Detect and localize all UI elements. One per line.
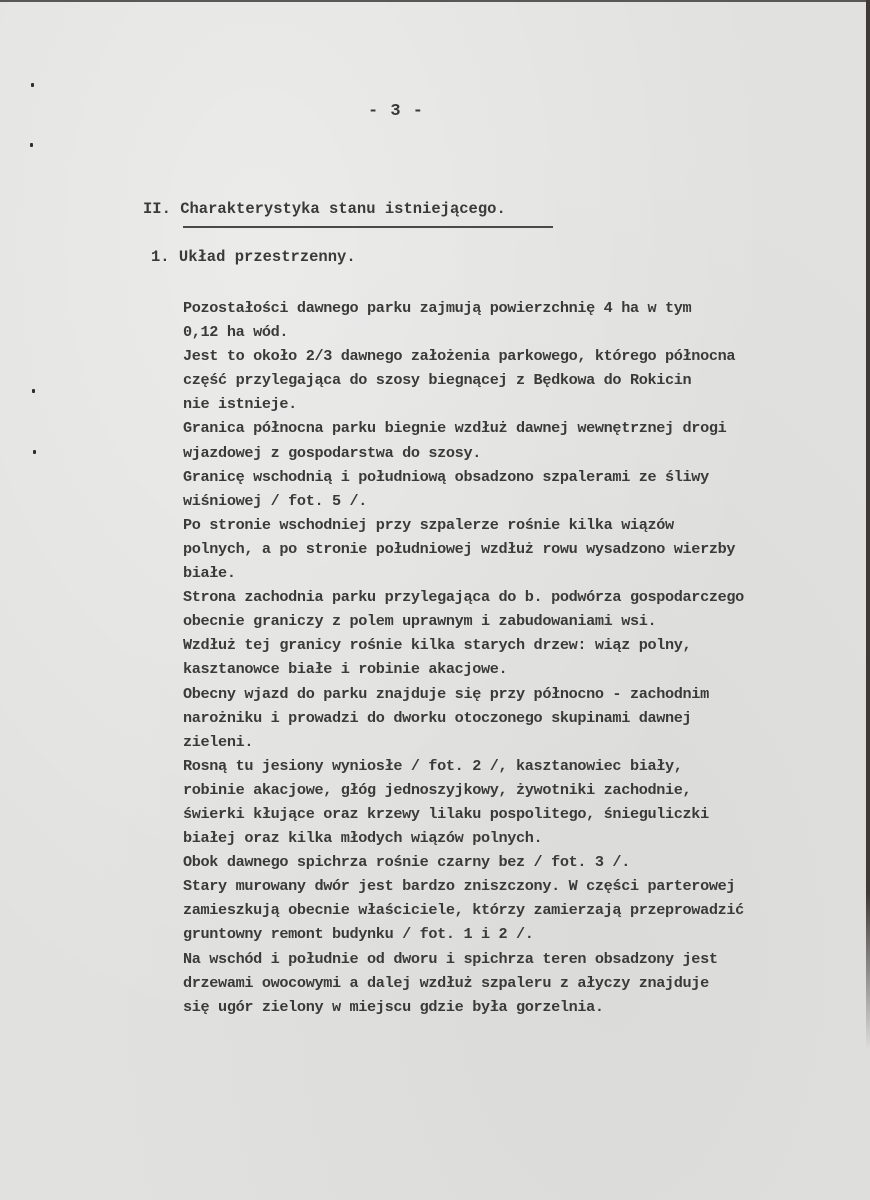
text-line: Na wschód i południe od dworu i spichrza teren obsadzony jest <box>183 949 718 968</box>
text-line: białe. <box>183 564 236 583</box>
text-line: Po stronie wschodniej przy szpalerze rośnie kilka wiązów <box>183 515 674 534</box>
text-line: się ugór zielony w miejscu gdzie była gorzelnia. <box>183 997 604 1016</box>
section-heading: II. Charakterystyka stanu istniejącego. <box>143 200 506 218</box>
text-line: Rosną tu jesiony wyniosłe / fot. 2 /, kasztanowiec biały, <box>183 756 683 775</box>
text-line: Obecny wjazd do parku znajduje się przy północno - zachodnim <box>183 684 709 703</box>
text-line: robinie akacjowe, głóg jednoszyjkowy, żywotniki zachodnie, <box>183 780 692 799</box>
text-line: narożniku i prowadzi do dworku otoczonego skupinami dawnej <box>183 708 692 727</box>
text-line: nie istnieje. <box>183 395 297 414</box>
margin-mark <box>30 143 33 147</box>
text-line: obecnie graniczy z polem uprawnym i zabudowaniami wsi. <box>183 612 657 631</box>
text-line: Pozostałości dawnego parku zajmują powierzchnię 4 ha w tym <box>183 299 692 317</box>
text-line: część przylegająca do szosy biegnącej z Będkowa do Rokicin <box>183 371 692 390</box>
text-line: kasztanowce białe i robinie akacjowe. <box>183 660 508 679</box>
text-line: polnych, a po stronie południowej wzdłuż rowu wysadzono wierzby <box>183 539 736 558</box>
subsection-heading: 1. Układ przestrzenny. <box>151 248 356 266</box>
text-line: Stary murowany dwór jest bardzo zniszczony. W części parterowej <box>183 877 736 896</box>
text-line: zieleni. <box>183 732 254 751</box>
margin-mark <box>32 389 35 393</box>
heading-underline <box>183 226 553 228</box>
text-line: gruntowny remont budynku / fot. 1 i 2 /. <box>183 925 534 944</box>
text-line: Obok dawnego spichrza rośnie czarny bez / fot. 3 /. <box>183 853 630 872</box>
text-line: 0,12 ha wód. <box>183 323 289 342</box>
margin-mark <box>33 450 36 454</box>
text-line: wjazdowej z gospodarstwa do szosy. <box>183 443 481 462</box>
scan-edge-top <box>0 0 870 2</box>
text-line: wiśniowej / fot. 5 /. <box>183 491 368 510</box>
text-line: świerki kłujące oraz krzewy lilaku pospolitego, śnieguliczki <box>183 804 709 823</box>
scan-edge-right <box>866 0 870 1050</box>
text-line: Strona zachodnia parku przylegająca do b. podwórza gospodarczego <box>183 588 744 607</box>
text-line: Granicę wschodnią i południową obsadzono szpalerami ze śliwy <box>183 467 709 486</box>
text-line: Wzdłuż tej granicy rośnie kilka starych drzew: wiąz polny, <box>183 636 692 655</box>
page-number: - 3 - <box>368 102 425 121</box>
text-line: Granica północna parku biegnie wzdłuż dawnej wewnętrznej drogi <box>183 419 727 438</box>
text-line: drzewami owocowymi a dalej wzdłuż szpaleru z ałyczy znajduje <box>183 973 709 992</box>
body-text <box>183 296 744 1019</box>
text-line: Jest to około 2/3 dawnego założenia parkowego, którego północna <box>183 347 736 366</box>
margin-mark <box>31 83 34 87</box>
text-line: zamieszkują obecnie właściciele, którzy zamierzają przeprowadzić <box>183 901 744 920</box>
text-line: białej oraz kilka młodych wiązów polnych. <box>183 829 543 848</box>
